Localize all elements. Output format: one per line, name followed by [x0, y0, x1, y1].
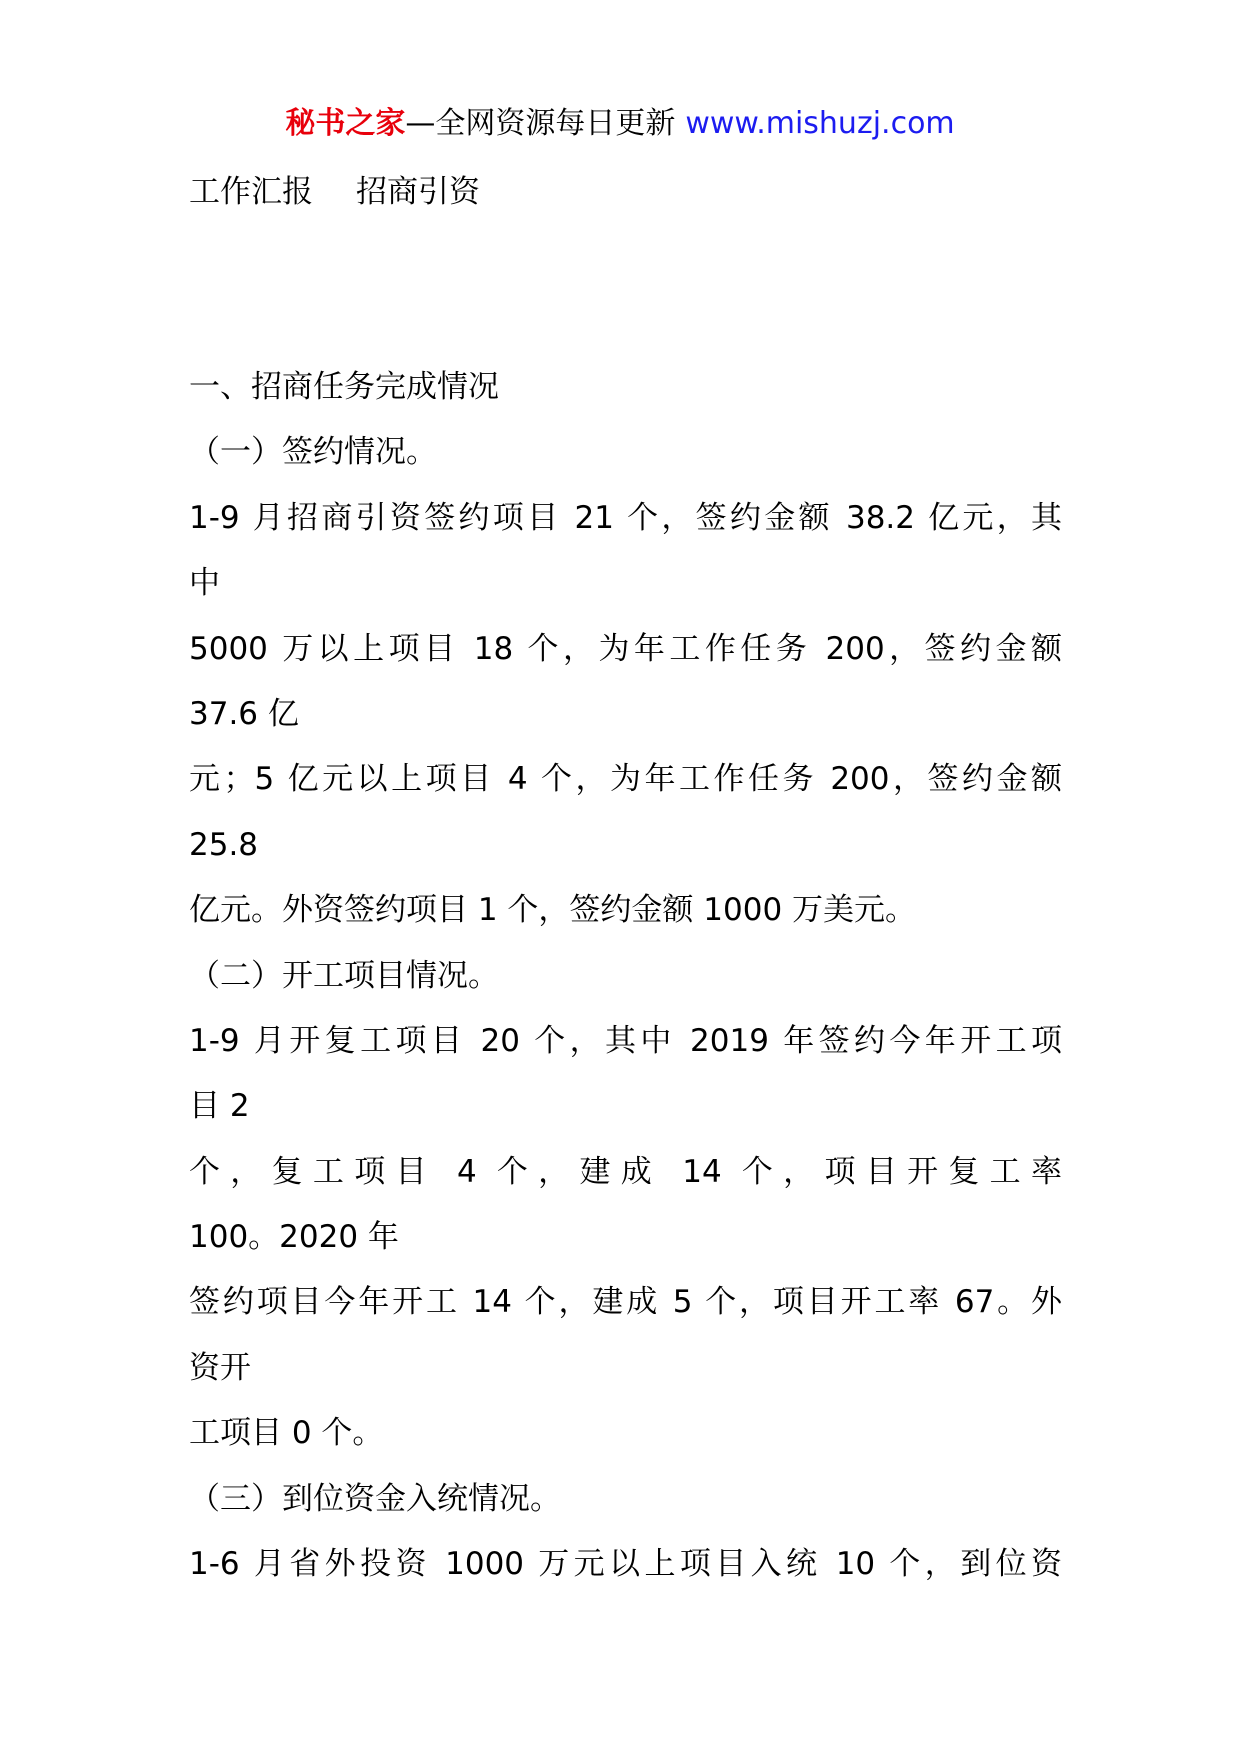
body-line: 元；5 亿元以上项目 4 个，为年工作任务 200，签约金额	[189, 761, 1062, 798]
body-line: 签约项目今年开工 14 个，建成 5 个，项目开工率 67。外	[189, 1284, 1062, 1321]
body-line: 中	[189, 565, 220, 602]
header-tagline: —全网资源每日更新	[405, 106, 676, 141]
body-line: 工项目 0 个。	[189, 1415, 384, 1452]
body-line: 个，复工项目 4 个，建成 14 个，项目开复工率	[189, 1153, 1062, 1190]
body-line: 1-9 月招商引资签约项目 21 个，签约金额 38.2 亿元，其	[189, 499, 1062, 536]
subsection-heading: （三）到位资金入统情况。	[189, 1480, 561, 1517]
body-line: 1-9 月开复工项目 20 个，其中 2019 年签约今年开工项	[189, 1022, 1062, 1059]
brand-name: 秘书之家	[285, 106, 406, 141]
body-line: 亿元。外资签约项目 1 个，签约金额 1000 万美元。	[189, 892, 917, 929]
document-category: 工作汇报	[189, 174, 313, 210]
subsection-heading: （二）开工项目情况。	[189, 957, 499, 994]
section-heading: 一、招商任务完成情况	[189, 369, 499, 405]
body-line: 25.8	[189, 826, 259, 863]
body-line: 37.6 亿	[189, 695, 299, 732]
page-header	[0, 104, 1240, 144]
document-heading	[189, 172, 480, 212]
body-line: 100。2020 年	[189, 1219, 399, 1256]
body-line: 目 2	[189, 1088, 250, 1125]
website-link[interactable]: www.mishuzj.com	[685, 106, 955, 141]
body-line: 5000 万以上项目 18 个，为年工作任务 200，签约金额	[189, 630, 1062, 667]
document-body	[189, 355, 1062, 1597]
subsection-heading: （一）签约情况。	[189, 434, 437, 471]
document-title: 招商引资	[356, 174, 480, 210]
body-line: 1-6 月省外投资 1000 万元以上项目入统 10 个，到位资	[189, 1546, 1062, 1583]
body-line: 资开	[189, 1349, 251, 1386]
